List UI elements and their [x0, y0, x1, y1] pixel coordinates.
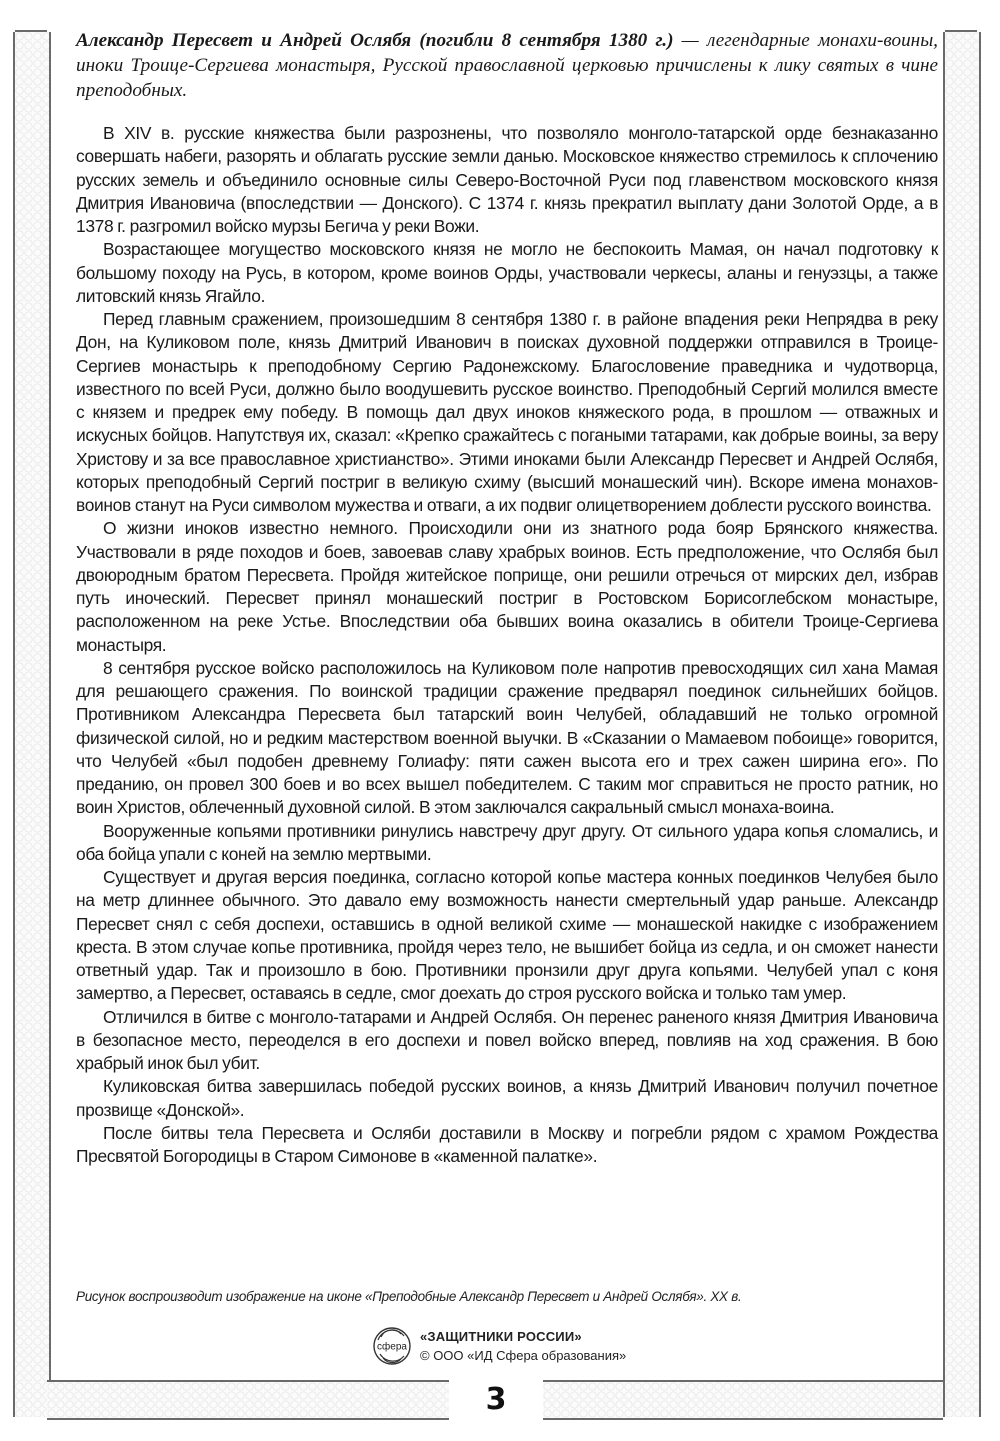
paragraph: Отличился в битве с монголо-татарами и Андрей Ослябя. Он перенес раненого князя Дмитрия Ивановича в безопасное место, переоделся в его доспехи и повел войско вперед, повлияв на ход сражения. В бою храбрый инок был убит.: [76, 1006, 938, 1073]
paragraph: Перед главным сражением, произошедшим 8 сентября 1380 г. в районе впадения реки Непрядва в реку Дон, на Куликовом поле, князь Дмитрий Иванович в поисках духовной поддержки отправился в Троице-Сергиев монастырь к преподобному Сергию Радонежскому. Благословение праведника и чудотворца, известного по всей Руси, должно было воодушевить русское воинство. Преподобный Сергий молился вместе с князем и предрек ему победу. В помощь дал двух иноков княжеского рода, в прошлом — отважных и искусных бойцов. Напутствуя их, сказал: «Крепко сражайтесь с погаными татарами, как добрые воины, за веру Христову и за все православное христианство». Этими иноками были Александр Пересвет и Андрей Ослябя, которых преподобный Сергий постриг в великую схиму (высший монашеский чин). Вскоре имена монахов-воинов станут на Руси символом мужества и отваги, а их подвиг олицетворением доблести русского воинства.: [76, 309, 938, 515]
svg-text:сфера: сфера: [377, 1341, 407, 1353]
paragraph: Возрастающее могущество московского князя не могло не беспокоить Мамая, он начал подготовку к большому походу на Русь, в котором, кроме воинов Орды, участвовали черкесы, аланы и генуэзцы, а также литовский князь Ягайло.: [76, 239, 938, 306]
article-body: [76, 122, 938, 1168]
copyright-line: © ООО «ИД Сфера образования»: [420, 1348, 627, 1363]
lead-paragraph: [76, 28, 938, 103]
series-title: «ЗАЩИТНИКИ РОССИИ»: [420, 1329, 582, 1344]
paragraph: Куликовская битва завершилась победой русских воинов, а князь Дмитрий Иванович получил почетное прозвище «Донской».: [76, 1076, 938, 1120]
left-border-cap: [15, 30, 47, 32]
bottom-ornament-border-left: [47, 1380, 449, 1420]
paragraph: 8 сентября русское войско расположилось на Куликовом поле напротив превосходящих сил хана Мамая для решающего сражения. По воинской традиции сражение предварял поединок сильнейших бойцов. Противником Александра Пересвета был татарский воин Челубей, обладавший не только огромной физической силой, но и редким мастерством военной выучки. В «Сказании о Мамаевом побоище» говорится, что Челубей «был подобен древнему Голиафу: пяти сажен высота его и трех сажен ширина его». По преданию, он провел 300 боев и во всех вышел победителем. С таким мог справиться не просто ратник, но воин Христов, облеченный духовной силой. В этом заключался сакральный смысл монаха-воина.: [76, 657, 938, 818]
publisher-block: [372, 1326, 626, 1366]
lead-title: Александр Пересвет и Андрей Ослябя (погибли 8 сентября 1380 г.): [76, 30, 674, 51]
article: [76, 28, 938, 1168]
paragraph: После битвы тела Пересвета и Осляби доставили в Москву и погребли рядом с храмом Рождества Пресвятой Богородицы в Старом Симонове в «каменной палатке».: [76, 1122, 938, 1166]
lead-description: — легендарные монахи-воины, иноки Троице-Сергиева монастыря, Русской православной церковью причислены к лику святых в чине преподобных.: [76, 30, 938, 101]
sfera-logo-icon: [372, 1326, 412, 1366]
paragraph: Вооруженные копьями противники ринулись навстречу друг другу. От сильного удара копья сломались, и оба бойца упали с коней на землю мертвыми.: [76, 820, 938, 864]
publisher-text: [420, 1327, 626, 1365]
paragraph: В XIV в. русские княжества были разрознены, что позволяло монголо-татарской орде безнаказанно совершать набеги, разорять и облагать русские земли данью. Московское княжество стремилось к сплочению русских земель и объединило основные силы Северо-Восточной Руси под главенством московского князя Дмитрия Ивановича (впоследствии — Донского). С 1374 г. князь прекратил выплату дани Золотой Орде, а в 1378 г. разгромил войско мурзы Бегича у реки Вожи.: [76, 123, 938, 236]
right-ornament-border: [943, 32, 981, 1417]
page-number: 3: [485, 1382, 507, 1417]
bottom-ornament-border-right: [543, 1380, 943, 1420]
image-caption: Рисунок воспроизводит изображение на иконе «Преподобные Александр Пересвет и Андрей Ослябя». XX в.: [76, 1289, 742, 1304]
right-border-cap: [945, 30, 977, 32]
paragraph: Существует и другая версия поединка, согласно которой копье мастера конных поединков Челубея было на метр длиннее обычного. Это давало ему возможность нанести смертельный удар раньше. Александр Пересвет снял с себя доспехи, оставшись в одной великой схиме — монашеской накидке с изображением креста. В этом случае копье противника, пройдя через тело, не вышибет бойца из седла, и он сможет нанести ответный удар. Так и произошло в бою. Противники пронзили друг друга копьями. Челубей упал с коня замертво, а Пересвет, оставаясь в седле, смог доехать до строя русского войска и только там умер.: [76, 867, 938, 1004]
paragraph: О жизни иноков известно немного. Происходили они из знатного рода бояр Брянского княжества. Участвовали в ряде походов и боев, завоевав славу храбрых воинов. Есть предположение, что Ослябя был двоюродным братом Пересвета. Пройдя житейское поприще, они решили отречься от мирских дел, избрав путь иноческий. Пересвет принял монашеский постриг в Ростовском Борисоглебском монастыре, расположенном на реке Устье. Впоследствии оба бывших воина оказались в обители Троице-Сергиева монастыря.: [76, 518, 938, 655]
left-ornament-border: [13, 32, 51, 1417]
